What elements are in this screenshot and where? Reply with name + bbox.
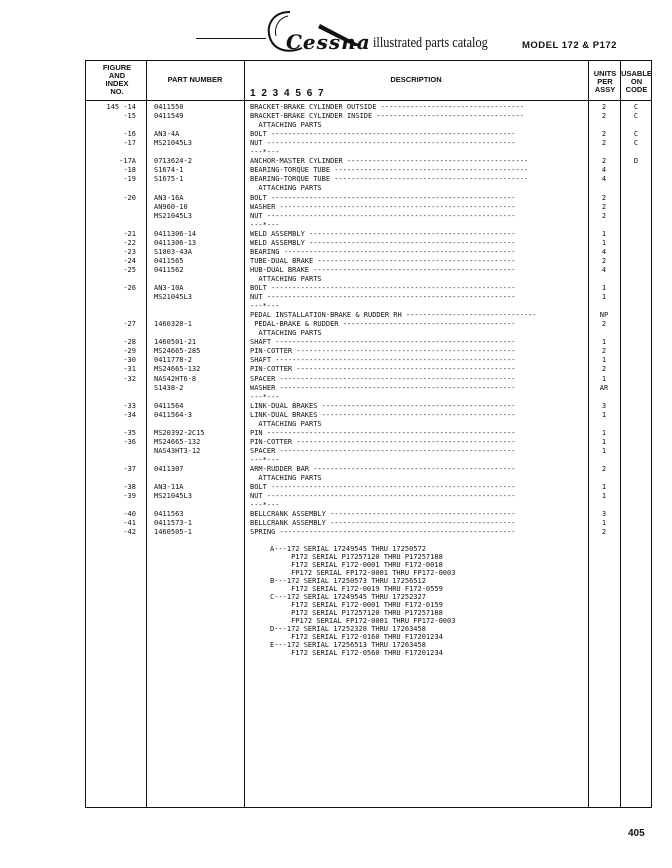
part-number: AN3-16A: [154, 193, 184, 202]
description: SHAFT ---------------------------------------------------------: [250, 338, 516, 347]
serial-note-line: FP172 SERIAL FP172-0001 THRU FP172-0003: [270, 617, 456, 625]
units-per-assy: 1: [601, 293, 607, 302]
logo-text: Cessna: [286, 30, 371, 54]
units-per-assy: 3: [601, 510, 607, 519]
table-row: [0, 257, 672, 265]
table-row: [0, 112, 672, 120]
figure-index: -26: [123, 284, 136, 292]
description: ---*---: [250, 148, 280, 157]
serial-notes: [270, 545, 455, 657]
table-row: [0, 456, 672, 464]
part-number: 0411306-13: [154, 238, 197, 247]
table-row: [0, 384, 672, 392]
figure-index: -17: [123, 139, 136, 148]
description: ATTACHING PARTS: [250, 274, 322, 283]
description: PEDAL-BRAKE & RUDDER -----------------------------------------: [250, 320, 516, 329]
description: HUB-DUAL BRAKE ------------------------------------------------: [250, 265, 516, 274]
figure-index: -24: [123, 256, 136, 265]
part-number: 0411778-2: [154, 356, 192, 365]
table-row: [0, 365, 672, 373]
table-row: [0, 139, 672, 147]
serial-note-line: F172 SERIAL F172-0001 THRU F172-0159: [270, 601, 443, 609]
usable-on-code: D: [633, 157, 639, 166]
description: BEARING-TORQUE TUBE ----------------------------------------------: [250, 166, 529, 175]
part-number: AN3-11A: [154, 483, 184, 492]
serial-note-line: F172 SERIAL F172-0160 THRU F17201234: [270, 633, 443, 641]
part-number: 0411307: [154, 465, 184, 473]
table-row: [0, 248, 672, 256]
figure-header: FIGURE AND INDEX NO.: [102, 63, 132, 96]
description: ---*---: [250, 501, 280, 510]
part-number: MS24665-132: [154, 365, 201, 374]
part-number: MS20392-2C15: [154, 428, 205, 437]
units-per-assy: 2: [601, 130, 607, 139]
part-number: 0411550: [154, 103, 184, 111]
figure-index: -37: [123, 465, 136, 473]
part-number-header: PART NUMBER: [167, 75, 223, 84]
table-row: [0, 510, 672, 518]
table-row: [0, 375, 672, 383]
units-per-assy: 2: [601, 365, 607, 374]
description: LINK-DUAL BRAKES ----------------------------------------------: [250, 410, 516, 419]
serial-note-line: P172 SERIAL P17257120 THRU P17257188: [270, 609, 443, 617]
table-row: [0, 420, 672, 428]
figure-index: -40: [123, 510, 136, 519]
table-row: [0, 338, 672, 346]
figure-index: -16: [123, 130, 136, 139]
description: PEDAL INSTALLATION-BRAKE & RUDDER RH -------------------------------: [250, 311, 537, 320]
figure-index: -21: [123, 229, 136, 238]
serial-note-line: F172 SERIAL F172-0560 THRU F17201234: [270, 649, 443, 657]
part-number: 0411564: [154, 401, 184, 410]
figure-index: -42: [123, 528, 136, 537]
units-per-assy: 1: [601, 428, 607, 437]
figure-index: -29: [123, 347, 136, 356]
description: ---*---: [250, 455, 280, 464]
figure-index: -15: [123, 112, 136, 121]
units-per-assy: 1: [601, 519, 607, 528]
table-row: [0, 275, 672, 283]
units-per-assy: 2: [601, 256, 607, 265]
part-number: 0411573-1: [154, 519, 192, 528]
units-per-assy: 1: [601, 437, 607, 446]
units-per-assy: 4: [601, 175, 607, 184]
units-per-assy: 2: [601, 193, 607, 202]
table-row: [0, 519, 672, 527]
description: NUT -----------------------------------------------------------: [250, 293, 516, 302]
description: LINK-DUAL BRAKES ----------------------------------------------: [250, 401, 516, 410]
part-number: S1675-1: [154, 175, 184, 184]
table-row: [0, 266, 672, 274]
description: WELD ASSEMBLY -------------------------------------------------: [250, 229, 516, 238]
part-number: MS24665-132: [154, 437, 201, 446]
serial-note-line: P172 SERIAL P17257120 THRU P17257188: [270, 553, 443, 561]
description: ATTACHING PARTS: [250, 184, 322, 193]
table-row: [0, 429, 672, 437]
description: ---*---: [250, 392, 280, 401]
usable-on-code: C: [633, 130, 639, 139]
figure-index: -36: [123, 437, 136, 446]
units-per-assy: 4: [601, 265, 607, 274]
table-row: [0, 402, 672, 410]
units-per-assy: 2: [601, 347, 607, 356]
figure-index: -31: [123, 365, 136, 374]
description: SHAFT ---------------------------------------------------------: [250, 356, 516, 365]
part-number: 0411565: [154, 256, 184, 265]
part-number: MS24665-285: [154, 347, 201, 356]
indent-digits: 1 2 3 4 5 6 7: [250, 88, 326, 99]
table-row: [0, 175, 672, 183]
description: BOLT ----------------------------------------------------------: [250, 483, 516, 492]
description: ---*---: [250, 302, 280, 311]
units-per-assy: 4: [601, 247, 607, 256]
table-row: [0, 103, 672, 111]
units-per-assy: 1: [601, 356, 607, 365]
model-label: MODEL 172 & P172: [522, 40, 617, 51]
description: BELLCRANK ASSEMBLY --------------------------------------------: [250, 519, 516, 528]
table-row: [0, 483, 672, 491]
part-number: S1438-2: [154, 383, 184, 392]
table-row: [0, 302, 672, 310]
description: SPRING --------------------------------------------------------: [250, 528, 516, 537]
table-row: [0, 528, 672, 536]
units-per-assy: 2: [601, 211, 607, 220]
part-number: MS21045L3: [154, 492, 192, 501]
header-rule: [196, 38, 266, 39]
table-row: [0, 474, 672, 482]
table-row: [0, 230, 672, 238]
part-number: AN3-4A: [154, 130, 180, 139]
units-per-assy: 1: [601, 338, 607, 347]
header-divider: [85, 100, 652, 101]
description: ARM-RUDDER BAR ------------------------------------------------: [250, 465, 516, 473]
description: PIN-COTTER ----------------------------------------------------: [250, 437, 516, 446]
table-row: [0, 221, 672, 229]
part-number: 1460320-1: [154, 320, 192, 329]
part-number: 0411562: [154, 265, 184, 274]
table-row: [0, 239, 672, 247]
part-number: NAS42HT6-8: [154, 374, 197, 383]
part-number: MS21045L3: [154, 293, 192, 302]
units-per-assy: 1: [601, 410, 607, 419]
serial-note-line: E---172 SERIAL 17256513 THRU 17263458: [270, 641, 426, 649]
figure-index: -35: [123, 428, 136, 437]
serial-note-line: F172 SERIAL F172-0019 THRU F172-0559: [270, 585, 443, 593]
description: ATTACHING PARTS: [250, 329, 322, 338]
catalog-title: illustrated parts catalog: [373, 35, 488, 51]
description: WASHER --------------------------------------------------------: [250, 202, 516, 211]
figure-index: -22: [123, 238, 136, 247]
usable-on-code: C: [633, 139, 639, 148]
description: NUT -----------------------------------------------------------: [250, 492, 516, 501]
description: BRACKET-BRAKE CYLINDER INSIDE -----------------------------------: [250, 112, 524, 121]
units-per-assy: 2: [601, 103, 607, 111]
serial-note-line: D---172 SERIAL 17252328 THRU 17263458: [270, 625, 426, 633]
description: PIN-COTTER ----------------------------------------------------: [250, 347, 516, 356]
part-number: 0411306-14: [154, 229, 197, 238]
table-row: [0, 148, 672, 156]
table-row: [0, 184, 672, 192]
description: BOLT ----------------------------------------------------------: [250, 284, 516, 292]
units-per-assy: 1: [601, 229, 607, 238]
part-number: S1674-1: [154, 166, 184, 175]
units-per-assy: AR: [599, 383, 609, 392]
description: WASHER --------------------------------------------------------: [250, 383, 516, 392]
table-row: [0, 284, 672, 292]
description: ATTACHING PARTS: [250, 419, 322, 428]
description: NUT -----------------------------------------------------------: [250, 139, 516, 148]
table-row: [0, 121, 672, 129]
table-row: [0, 356, 672, 364]
description: PIN-COTTER ----------------------------------------------------: [250, 365, 516, 374]
table-row: [0, 411, 672, 419]
table-row: [0, 501, 672, 509]
figure-index: -25: [123, 265, 136, 274]
units-per-assy: 2: [601, 320, 607, 329]
units-per-assy: NP: [599, 311, 609, 320]
figure-index: -20: [123, 193, 136, 202]
serial-note-line: F172 SERIAL F172-0001 THRU F172-0018: [270, 561, 443, 569]
figure-index: -17A: [119, 157, 136, 166]
description: BRACKET-BRAKE CYLINDER OUTSIDE ----------------------------------: [250, 103, 524, 111]
description: BOLT ----------------------------------------------------------: [250, 130, 516, 139]
part-number: MS21045L3: [154, 139, 192, 148]
part-number: MS21045L3: [154, 211, 192, 220]
figure-index: -32: [123, 374, 136, 383]
units-per-assy: 2: [601, 139, 607, 148]
code-header: USABLE ON CODE: [621, 69, 652, 94]
units-header: UNITS PER ASSY: [593, 69, 617, 94]
usable-on-code: C: [633, 103, 639, 111]
table-row: [0, 320, 672, 328]
description: PIN -----------------------------------------------------------: [250, 428, 516, 437]
units-per-assy: 2: [601, 112, 607, 121]
description: WELD ASSEMBLY -------------------------------------------------: [250, 238, 516, 247]
description: BEARING -------------------------------------------------------: [250, 247, 516, 256]
figure-index: -18: [123, 166, 136, 175]
figure-index: -30: [123, 356, 136, 365]
units-per-assy: 1: [601, 446, 607, 455]
description-header: DESCRIPTION: [390, 75, 442, 84]
part-number: 0713624-2: [154, 157, 192, 166]
description: ATTACHING PARTS: [250, 474, 322, 483]
units-per-assy: 2: [601, 528, 607, 537]
table-row: [0, 293, 672, 301]
figure-index: -39: [123, 492, 136, 501]
part-number: AN3-10A: [154, 284, 184, 292]
table-row: [0, 393, 672, 401]
serial-note-line: A---172 SERIAL 17249545 THRU 17250572: [270, 545, 426, 553]
figure-index: -23: [123, 247, 136, 256]
page-number: 405: [628, 828, 645, 839]
description: BOLT ----------------------------------------------------------: [250, 193, 516, 202]
table-row: [0, 329, 672, 337]
table-row: [0, 465, 672, 473]
figure-index: -41: [123, 519, 136, 528]
units-per-assy: 1: [601, 374, 607, 383]
table-row: [0, 130, 672, 138]
units-per-assy: 1: [601, 483, 607, 492]
table-row: [0, 203, 672, 211]
table-row: [0, 347, 672, 355]
figure-index: -34: [123, 410, 136, 419]
description: BEARING-TORQUE TUBE ----------------------------------------------: [250, 175, 529, 184]
figure-index: -28: [123, 338, 136, 347]
units-per-assy: 2: [601, 157, 607, 166]
serial-note-line: C---172 SERIAL 17249545 THRU 17252327: [270, 593, 426, 601]
part-number: 1460505-1: [154, 528, 192, 537]
serial-note-line: FP172 SERIAL FP172-0001 THRU FP172-0003: [270, 569, 456, 577]
figure-index: -19: [123, 175, 136, 184]
usable-on-code: C: [633, 112, 639, 121]
description: ATTACHING PARTS: [250, 121, 322, 130]
table-row: [0, 311, 672, 319]
part-number: 0411549: [154, 112, 184, 121]
description: ---*---: [250, 220, 280, 229]
table-row: [0, 447, 672, 455]
figure-index: -38: [123, 483, 136, 492]
part-number: AN960-10: [154, 202, 188, 211]
table-row: [0, 492, 672, 500]
units-per-assy: 4: [601, 166, 607, 175]
part-number: NAS43HT3-12: [154, 446, 201, 455]
table-row: [0, 157, 672, 165]
part-number: 1460501-21: [154, 338, 197, 347]
figure-index: -33: [123, 401, 136, 410]
units-per-assy: 1: [601, 284, 607, 292]
description: SPACER --------------------------------------------------------: [250, 374, 516, 383]
part-number: 0411563: [154, 510, 184, 519]
description: BELLCRANK ASSEMBLY --------------------------------------------: [250, 510, 516, 519]
units-per-assy: 3: [601, 401, 607, 410]
figure-index: -27: [123, 320, 136, 329]
description: NUT -----------------------------------------------------------: [250, 211, 516, 220]
table-row: [0, 438, 672, 446]
table-row: [0, 212, 672, 220]
description: SPACER --------------------------------------------------------: [250, 446, 516, 455]
units-per-assy: 2: [601, 465, 607, 473]
units-per-assy: 2: [601, 202, 607, 211]
part-number: S1003-43A: [154, 247, 192, 256]
units-per-assy: 1: [601, 492, 607, 501]
figure-index: 145 -14: [106, 103, 136, 111]
description: ANCHOR-MASTER CYLINDER -------------------------------------------: [250, 157, 529, 166]
part-number: 0411564-3: [154, 410, 192, 419]
units-per-assy: 1: [601, 238, 607, 247]
description: TUBE-DUAL BRAKE -----------------------------------------------: [250, 256, 516, 265]
serial-note-line: B---172 SERIAL 17250573 THRU 17256512: [270, 577, 426, 585]
table-row: [0, 166, 672, 174]
table-row: [0, 194, 672, 202]
